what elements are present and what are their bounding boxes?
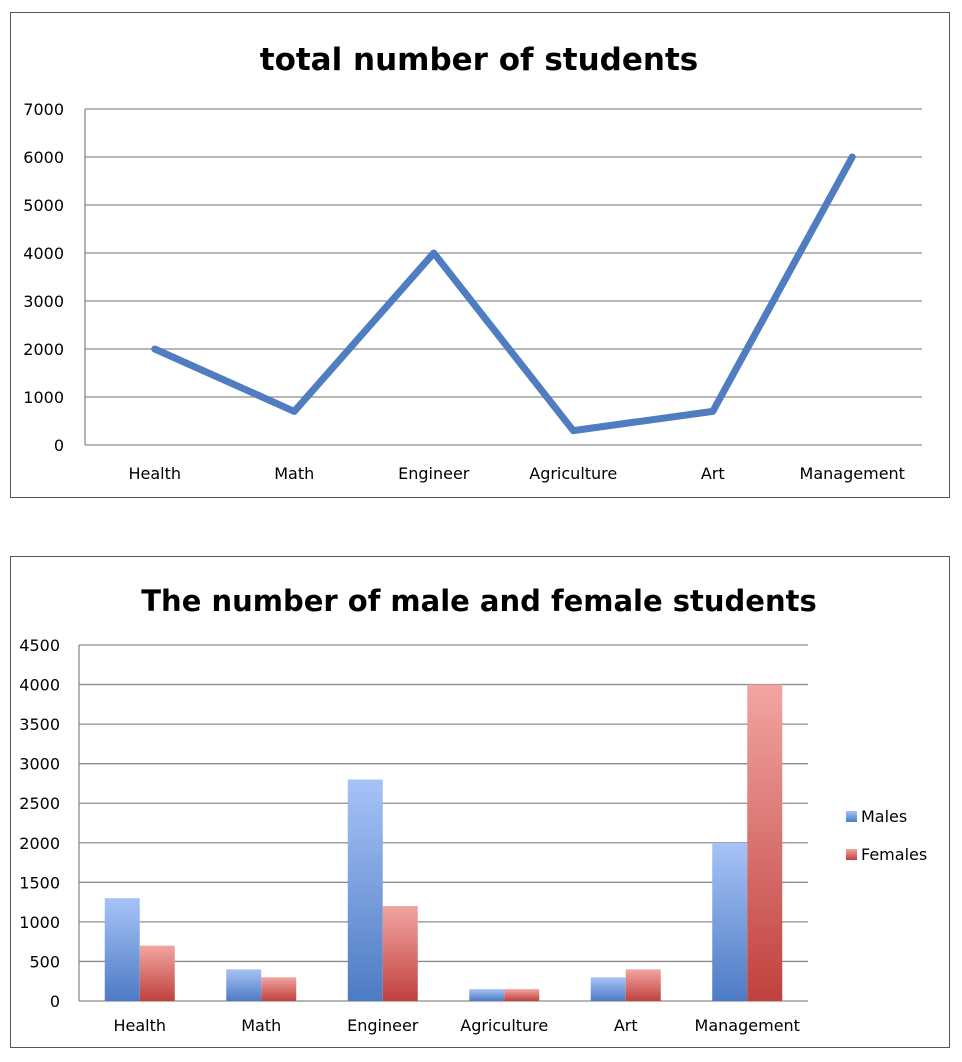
y-tick-label: 2000 — [23, 340, 64, 359]
bar-females-engineer — [383, 906, 418, 1001]
y-tick-label: 0 — [49, 992, 60, 1011]
y-tick-label: 1500 — [19, 873, 60, 893]
y-tick-label: 0 — [53, 436, 64, 455]
y-tick-label: 3500 — [19, 715, 60, 735]
bar-females-health — [140, 946, 175, 1001]
y-tick-label: 3000 — [23, 292, 64, 311]
x-tick-label: Math — [241, 1016, 282, 1035]
bar-chart-title: The number of male and female students — [141, 584, 817, 618]
x-tick-label: Engineer — [347, 1016, 419, 1035]
y-tick-label: 2500 — [19, 794, 60, 814]
bar-chart-x-ticks — [113, 1016, 799, 1035]
bar-males-engineer — [348, 779, 383, 1001]
x-tick-label: Health — [128, 464, 182, 483]
bar-females-math — [261, 977, 296, 1001]
x-tick-label: Management — [799, 464, 905, 483]
y-tick-label: 4500 — [19, 636, 60, 655]
legend-swatch-males — [846, 811, 857, 822]
bar-females-management — [747, 685, 782, 1001]
y-tick-label: 2000 — [19, 833, 60, 853]
bar-males-agriculture — [469, 989, 504, 1001]
bar-chart-y-ticks — [19, 636, 60, 1011]
x-tick-label: Agriculture — [529, 464, 618, 483]
x-tick-label: Agriculture — [460, 1016, 549, 1035]
y-tick-label: 1000 — [23, 388, 64, 407]
bar-chart-gridlines — [79, 645, 808, 1001]
y-tick-label: 4000 — [23, 244, 64, 263]
x-tick-label: Art — [613, 1016, 638, 1035]
bar-males-management — [712, 843, 747, 1001]
bar-males-math — [226, 969, 261, 1001]
bar-males-art — [591, 977, 626, 1001]
x-tick-label: Engineer — [398, 464, 470, 483]
y-tick-label: 6000 — [23, 148, 64, 167]
legend-swatch-females — [846, 849, 857, 860]
y-tick-label: 4000 — [19, 675, 60, 695]
bar-chart-legend — [846, 807, 927, 864]
y-tick-label: 500 — [29, 952, 60, 972]
bar-males-health — [105, 898, 140, 1001]
bar-females-art — [626, 969, 661, 1001]
y-tick-label: 1000 — [19, 912, 60, 932]
x-tick-label: Art — [700, 464, 725, 483]
line-chart-title: total number of students — [259, 42, 699, 78]
y-tick-label: 7000 — [23, 100, 64, 119]
x-tick-label: Math — [274, 464, 315, 483]
bar-females-agriculture — [504, 989, 539, 1001]
legend-label-females: Females — [861, 845, 928, 864]
y-tick-label: 5000 — [23, 196, 64, 215]
y-tick-label: 3000 — [19, 754, 60, 774]
x-tick-label: Management — [694, 1016, 800, 1035]
x-tick-label: Health — [113, 1016, 167, 1035]
legend-label-males: Males — [861, 807, 908, 826]
